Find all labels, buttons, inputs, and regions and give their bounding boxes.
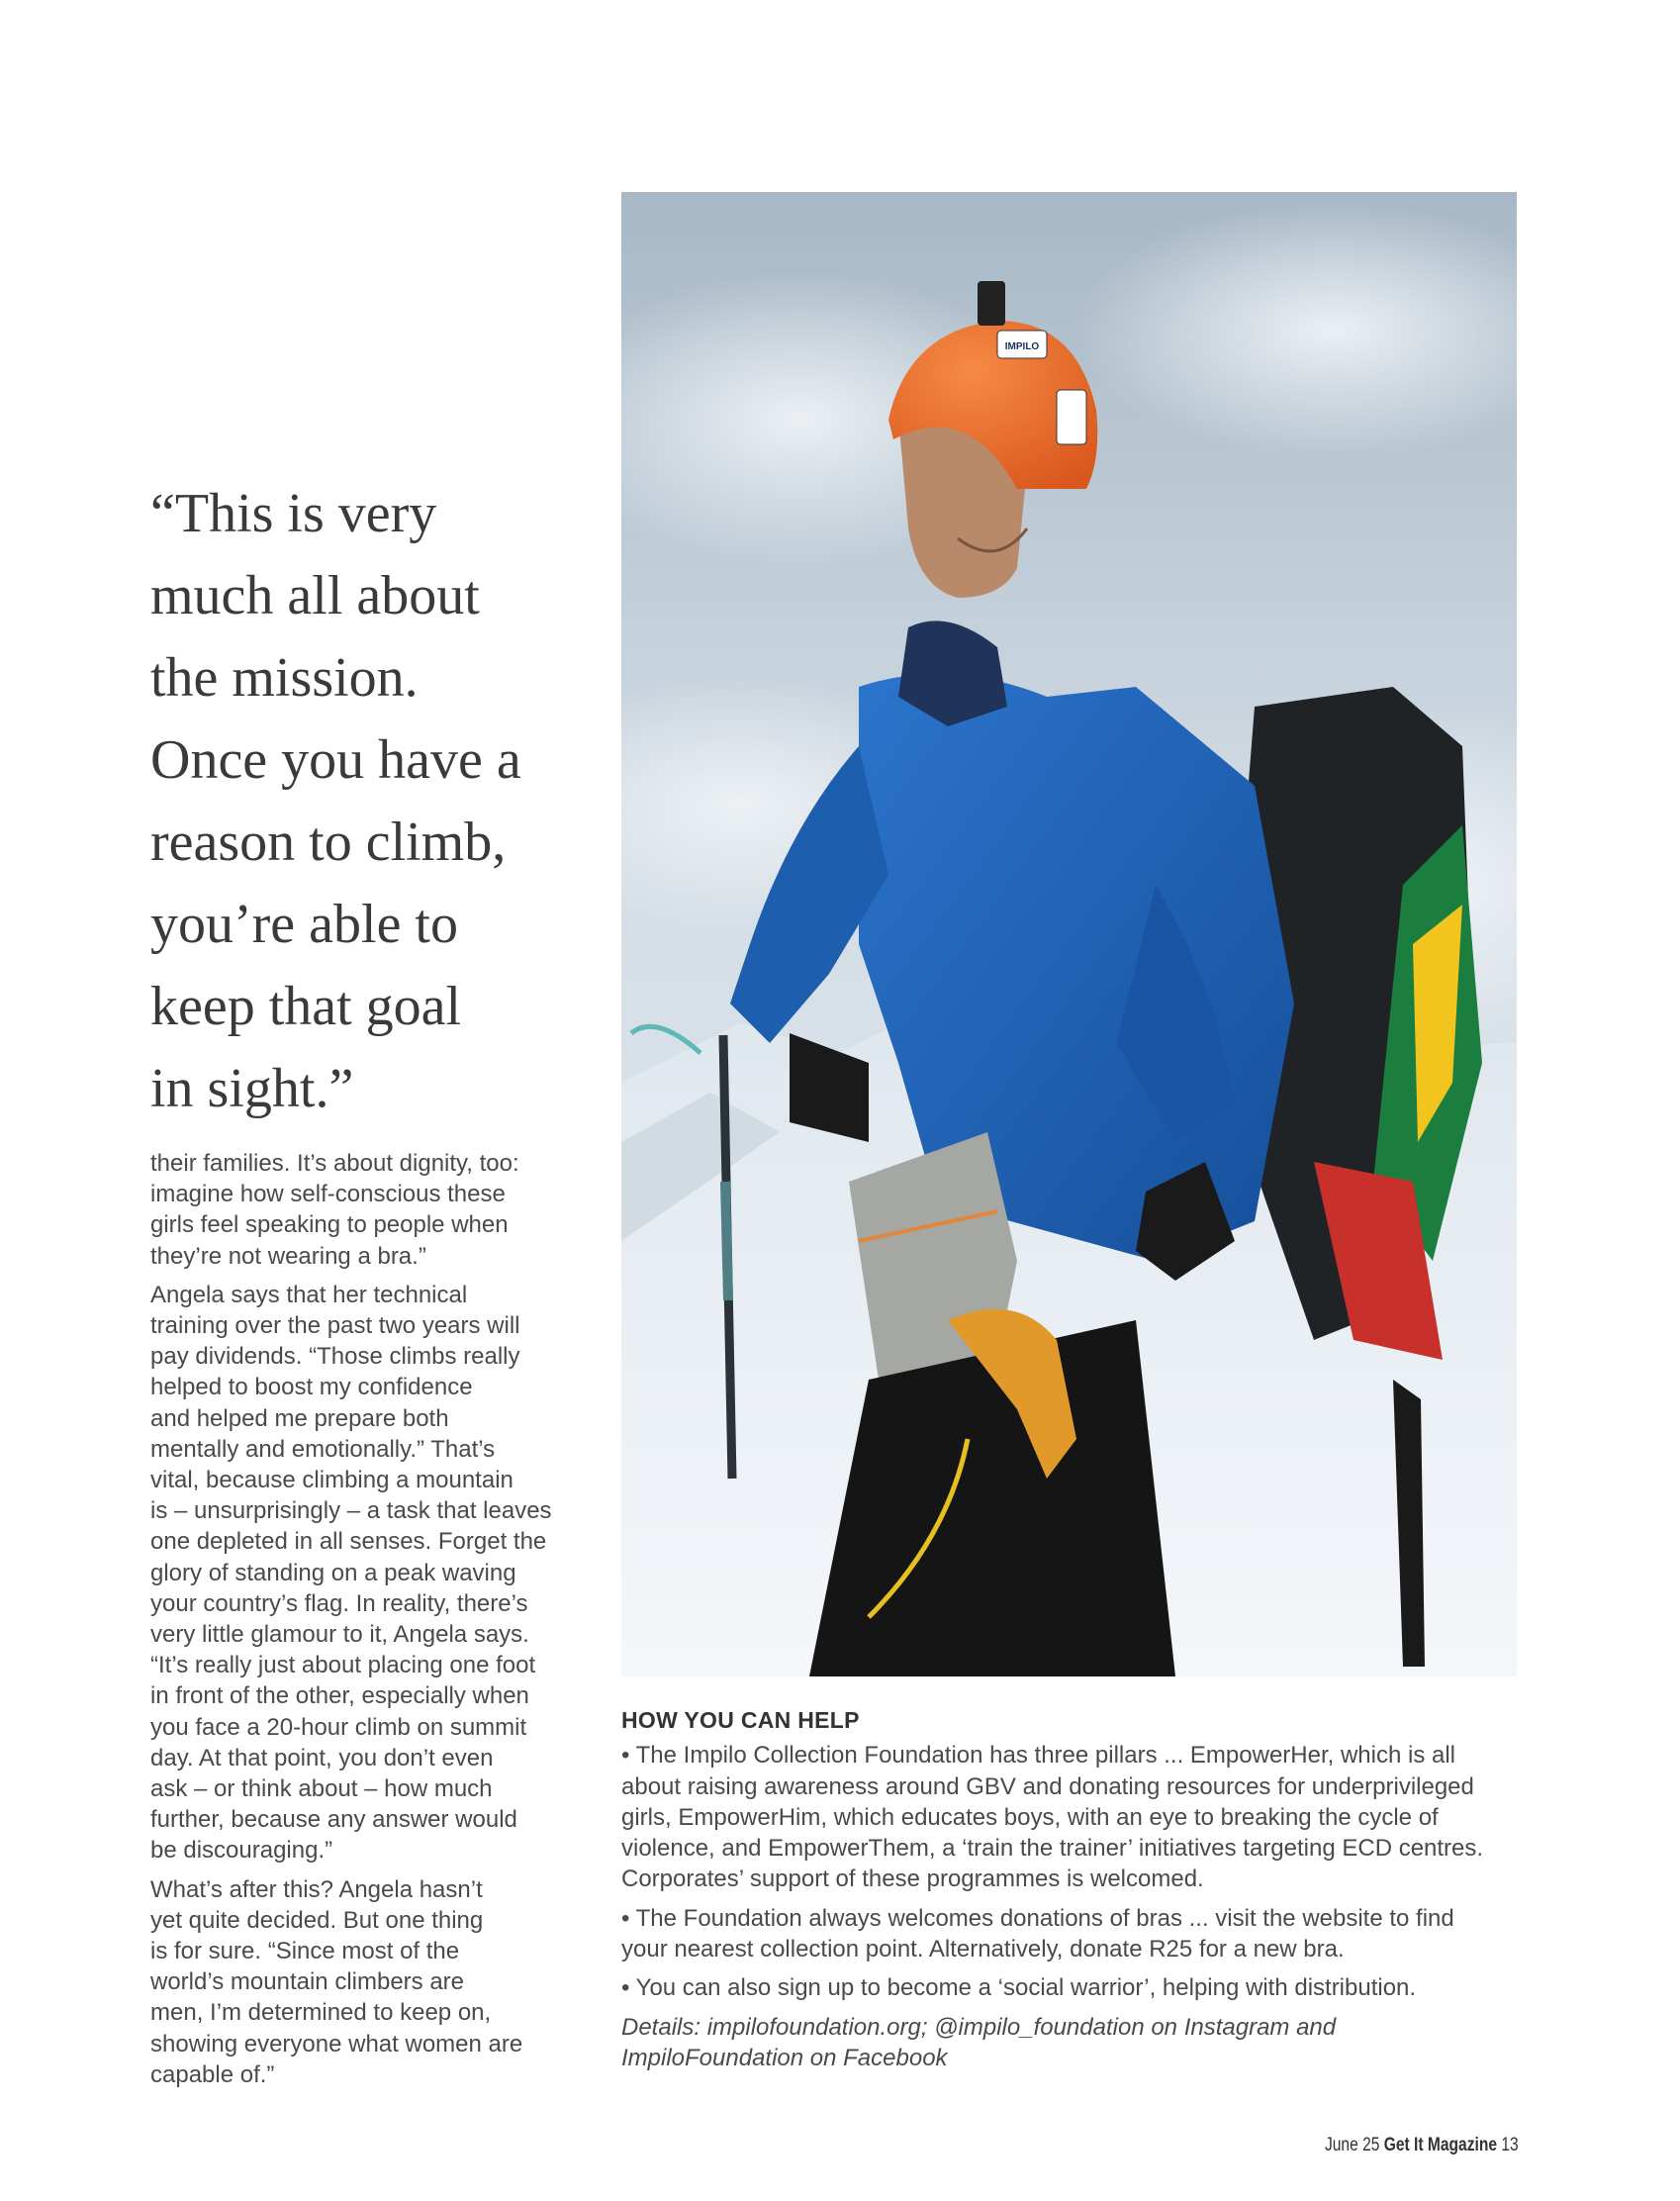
body-line: training over the past two years will (150, 1312, 520, 1340)
help-bullet (621, 1972, 1517, 2003)
body-line: and helped me prepare both (150, 1404, 449, 1432)
body-line: they’re not wearing a bra.” (150, 1242, 426, 1270)
body-line: men, I’m determined to keep on, (150, 1999, 492, 2027)
body-line: world’s mountain climbers are (150, 1968, 465, 1996)
pull-quote-line: keep that goal (150, 976, 462, 1037)
body-line: mentally and emotionally.” That’s (150, 1435, 496, 1463)
body-line: pay dividends. “Those climbs really (150, 1343, 520, 1371)
how-you-can-help-box (621, 1705, 1517, 2081)
pull-quote-line: “This is very (150, 483, 437, 544)
body-line: in front of the other, especially when (150, 1682, 529, 1710)
climber-photo-illustration (621, 192, 1517, 1676)
body-paragraph (150, 1148, 584, 1272)
body-line: showing everyone what women are (150, 2030, 523, 2057)
body-line: be discouraging.” (150, 1837, 333, 1865)
pull-quote-line: much all about (150, 565, 480, 626)
help-details (621, 2012, 1517, 2074)
pull-quote-line: in sight.” (150, 1058, 354, 1119)
pull-quote-line: Once you have a (150, 729, 521, 791)
help-line: your nearest collection point. Alternatively, donate R25 for a new bra. (621, 1936, 1345, 1963)
body-line: one depleted in all senses. Forget the (150, 1528, 547, 1556)
body-line: “It’s really just about placing one foot (150, 1652, 536, 1679)
climber-photo (621, 192, 1517, 1676)
body-line: yet quite decided. But one thing (150, 1906, 484, 1934)
body-line: glory of standing on a peak waving (150, 1559, 516, 1586)
footer-magazine: Get It Magazine (1384, 2135, 1498, 2155)
help-line: girls, EmpowerHim, which educates boys, with an eye to breaking the cycle of (621, 1803, 1439, 1831)
body-line: you face a 20-hour climb on summit (150, 1713, 527, 1741)
article-body-column (150, 1148, 584, 2098)
body-line: girls feel speaking to people when (150, 1211, 509, 1239)
pull-quote-line: reason to climb, (150, 812, 507, 873)
body-line: Angela says that her technical (150, 1281, 468, 1308)
help-line: Corporates’ support of these programmes is welcomed. (621, 1866, 1204, 1893)
help-line: • You can also sign up to become a ‘social warrior’, helping with distribution. (621, 1974, 1417, 2002)
body-line: their families. It’s about dignity, too: (150, 1150, 519, 1177)
page-footer (1325, 2135, 1519, 2156)
body-line: very little glamour to it, Angela says. (150, 1621, 529, 1649)
body-line: your country’s flag. In reality, there’s (150, 1589, 528, 1617)
helmet-sticker (1057, 390, 1086, 444)
footer-date: June 25 (1325, 2135, 1380, 2155)
body-line: What’s after this? Angela hasn’t (150, 1875, 483, 1903)
help-bullet (621, 1740, 1517, 1894)
help-line: violence, and EmpowerThem, a ‘train the trainer’ initiatives targeting ECD centres. (621, 1835, 1484, 1863)
pull-quote-line: the mission. (150, 647, 419, 709)
body-line: is for sure. “Since most of the (150, 1938, 460, 1965)
body-line: ask – or think about – how much (150, 1775, 493, 1803)
body-line: capable of.” (150, 2060, 275, 2088)
help-line: • The Impilo Collection Foundation has three pillars ... EmpowerHer, which is all (621, 1742, 1456, 1770)
help-bullet (621, 1903, 1517, 1965)
details-line: ImpiloFoundation on Facebook (621, 2044, 948, 2071)
body-line: is – unsurprisingly – a task that leaves (150, 1497, 552, 1525)
body-line: day. At that point, you don’t even (150, 1744, 494, 1771)
helmet-camera-mount (978, 281, 1005, 326)
help-line: • The Foundation always welcomes donations of bras ... visit the website to find (621, 1904, 1454, 1932)
page-number: 13 (1501, 2135, 1519, 2155)
body-line: vital, because climbing a mountain (150, 1467, 513, 1494)
pull-quote (150, 473, 586, 1130)
body-line: further, because any answer would (150, 1806, 517, 1834)
body-line: helped to boost my confidence (150, 1374, 473, 1401)
help-heading: HOW YOU CAN HELP (621, 1707, 860, 1733)
pull-quote-line: you’re able to (150, 894, 458, 955)
body-paragraph (150, 1280, 584, 1866)
details-line: Details: impilofoundation.org; @impilo_foundation on Instagram and (621, 2013, 1337, 2041)
body-line: imagine how self-conscious these (150, 1181, 506, 1208)
help-line: about raising awareness around GBV and donating resources for underprivileged (621, 1772, 1474, 1800)
helmet-sticker-text: IMPILO (1004, 341, 1040, 352)
body-paragraph (150, 1874, 584, 2090)
